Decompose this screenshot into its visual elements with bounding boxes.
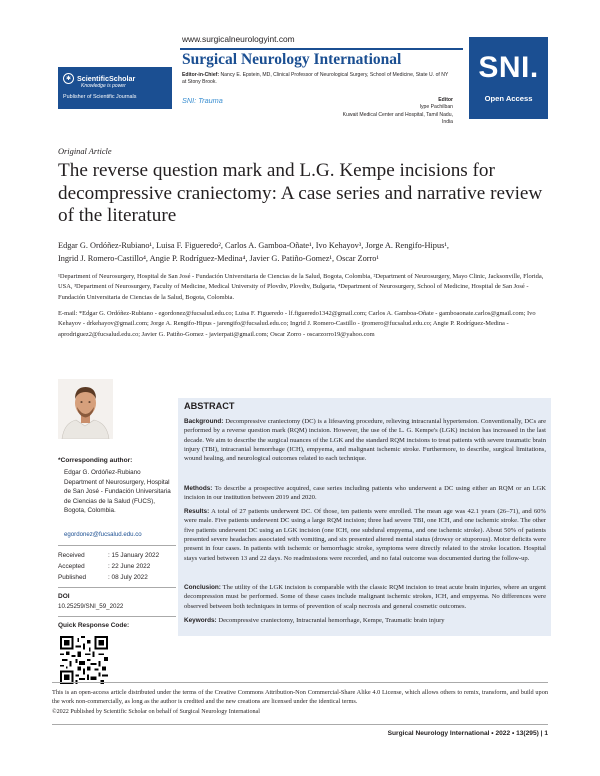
results-label: Results:	[184, 508, 210, 515]
doi-link[interactable]: 10.25259/SNI_59_2022	[58, 603, 124, 610]
doi-label: DOI	[58, 593, 70, 600]
section-editor-name: Iype Pachilban	[419, 104, 453, 111]
author-emails: E-mail: *Edgar G. Ordóñez-Rubiano - egordonez@fucsalud.edu.co; Luisa F. Figueredo - lf.figueredo1342@gmail.com; Carlos A. Gamboa-Oñate - gamboaonate.carlos@gmail.com; Ivo Kehayov - drkehayov@gmail.com; Jorge A. Rengifo-Hipus - jarengifo@fucsalud.edu.co; Ingrid J. Romero-Castillo - ijromero@fucsalud.edu.co; Angie P. Rodríguez-Medina - aprodriguez2@fucsalud.edu.co; Javier G. Patiño-Gomez - javierpati@gmail.com; Oscar Zorro - oscarzorro19@yahoo.com	[58, 310, 536, 338]
publisher-tagline: Knowledge is power	[81, 83, 126, 89]
background-label: Background:	[184, 418, 224, 425]
copyright-notice: ©2022 Published by Scientific Scholar on behalf of Surgical Neurology International	[52, 709, 260, 715]
license-text: This is an open-access article distributed under the terms of the Creative Commons Attribution-Non Commercial-Share Alike 4.0 License, which allows others to remix, transform, and build upon the work non-commercially, as long as the author is credited and the new creations are licensed under the identical terms.	[52, 689, 548, 706]
journal-url-link[interactable]: www.surgicalneurologyint.com	[182, 34, 295, 44]
publisher-subtitle: Publisher of Scientific Journals	[63, 94, 137, 100]
abstract-heading: ABSTRACT	[184, 401, 235, 411]
editor-label: Editor-in-Chief:	[182, 72, 220, 78]
publisher-name: ScientificScholar	[77, 74, 136, 83]
accepted-date: : 22 June 2022	[108, 563, 151, 570]
corresponding-author-details: Edgar G. Ordóñez-Rubiano Department of Neurosurgery, Hospital de San José - Fundación Universitaria de Ciencias de la Salud (FUCS), Bogota, Colombia.	[64, 469, 171, 514]
keywords-text: Decompressive craniectomy, Intracranial hemorrhage, Kempe, Traumatic brain injury	[218, 617, 445, 624]
keywords-label: Keywords:	[184, 617, 217, 624]
author-photo	[58, 379, 113, 439]
publisher-logo	[58, 67, 172, 109]
abstract-results	[184, 507, 546, 563]
conclusion-text: The utility of the LGK incision is comparable with the classic RQM incision to treat acute brain injuries, where an urgent decompression must be performed. Some of these cases include malignant ischemic strokes, ICH, and empyema. No differences were observed between both techniques in terms of prevention of scalp necrosis and general cosmetic outcomes.	[184, 584, 546, 610]
abstract-background	[184, 417, 546, 464]
authors-line-1: Edgar G. Ordóñez-Rubiano¹, Luisa F. Figueredo², Carlos A. Gamboa-Oñate¹, Ivo Kehayov³, Jorge A. Rengifo-Hipus¹,	[58, 241, 449, 250]
abstract-methods	[184, 484, 546, 503]
results-text: A total of 27 patients underwent DC. Of those, ten patients were enrolled. The mean age was 42.1 years (26–71), and 60% were male. Five patients underwent DC using a large RQM incision; three had severe TBI, one ICH, and one ischemic stroke. The other five patients underwent DC using an LGK incision (one ICH, one subdural empyema, and one ischemic stroke). About 50% of patients presented severe headaches associated with vomiting, and six presented altered mental status (drowsy or stuporous). Motor deficits were present in four cases. In patients with ischemic or hemorrhagic stroke, symptoms were directly related to the stroke location. Hospital stays varied between 13 and 22 days. No readmissions were recorded, and no fatal outcome was documented during the follow-up.	[184, 508, 546, 562]
keywords	[184, 617, 546, 624]
header-divider	[180, 48, 463, 50]
published-label: Published	[58, 574, 87, 581]
received-date: : 15 January 2022	[108, 552, 160, 559]
sni-logo-text: SNI.	[478, 51, 539, 84]
footer-divider	[52, 724, 548, 725]
corresponding-author-label: *Corresponding author:	[58, 457, 133, 464]
article-title: The reverse question mark and L.G. Kempe incisions for decompressive craniectomy: A case series and narrative review of the literature	[58, 160, 543, 226]
background-text: Decompressive craniectomy (DC) is a lifesaving procedure, relieving intracranial hypertension. Conventionally, DCs are performed by a reverse question mark (RQM) incision. However, the use of the L. G. Kempe's (LGK) incision has increased in the last decade. We aim to describe the surgical nuances of the LGK and the standard RQM incisions to treat patients with severe traumatic brain injury (TBI), intracranial hemorrhage (ICH), empyema, and malignant ischemic stroke. Furthermore, to describe, surgical limitations, wound healing, and neurological outcomes related to each technique.	[184, 418, 546, 463]
publisher-seal-icon: ✱	[63, 73, 74, 84]
qr-code[interactable]	[60, 636, 108, 684]
editor-in-chief	[182, 72, 452, 87]
publication-dates	[58, 550, 159, 583]
accepted-label: Accepted	[58, 563, 85, 570]
received-label: Received	[58, 552, 85, 559]
sidebar-divider	[58, 545, 176, 546]
section-editor-affiliation: Kuwait Medical Center and Hospital, Tamil Nadu, India	[342, 111, 453, 126]
article-type: Original Article	[58, 147, 112, 156]
corresponding-author-email-link[interactable]: egordonez@fucsalud.edu.co	[64, 531, 142, 538]
footer-divider	[52, 682, 548, 683]
open-access-label: Open Access	[484, 94, 533, 103]
editor-text: Nancy E. Epstein, MD, Clinical Professor of Neurological Surgery, School of Medicine, State U. of NY at Stony Brook.	[182, 72, 449, 86]
methods-text: To describe a prospective acquired, case series including patients who underwent a DC using either an RQM or an LGK incision in our institution between 2019 and 2020.	[184, 485, 547, 502]
authors-line-2: Ingrid J. Romero-Castillo⁴, Angie P. Rodríguez-Medina⁴, Javier G. Patiño-Gomez¹, Oscar Zorro¹	[58, 253, 379, 263]
sidebar-divider	[58, 587, 176, 588]
journal-title: Surgical Neurology International	[182, 51, 402, 68]
section-editor	[340, 97, 453, 127]
methods-label: Methods:	[184, 485, 213, 492]
conclusion-label: Conclusion:	[184, 584, 221, 591]
qr-code-label: Quick Response Code:	[58, 622, 130, 629]
sni-logo	[469, 37, 548, 119]
running-footer: Surgical Neurology International • 2022 • 13(295) | 1	[387, 730, 548, 737]
affiliations: ¹Department of Neurosurgery, Hospital de San José - Fundación Universitaria de Ciencias de la Salud, Bogota, Colombia, ²Department of Neurosurgery, Mayo Clinic, Jacksonville, Florida, USA, ³Department of Neurosurgery, Faculty of Medicine, Medical University of Plovdiv, Plovdiv, Bulgaria, ⁴Department of Neurosurgery, School of Medicine, Hospital de San José - Fundación Universitaria de Ciencias de la Salud, Bogota, Colombia.	[58, 273, 544, 301]
section-editor-label: Editor	[438, 97, 453, 103]
published-date: : 08 July 2022	[108, 574, 148, 581]
journal-section: SNI: Trauma	[182, 96, 223, 105]
sidebar-divider	[58, 616, 176, 617]
author-list	[58, 240, 550, 265]
abstract-conclusion	[184, 583, 546, 611]
